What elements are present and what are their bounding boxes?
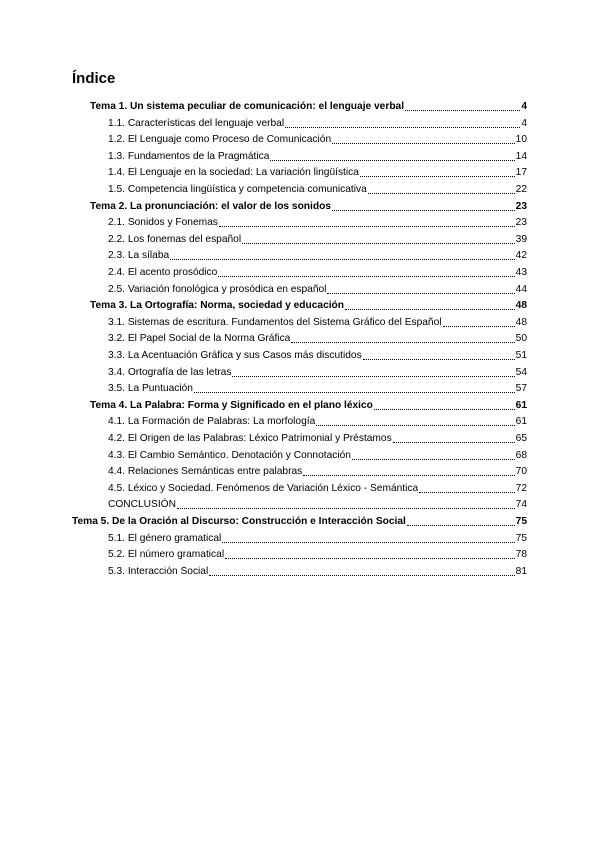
toc-chapter-entry[interactable] (90, 199, 527, 215)
toc-page-number: 39 (515, 233, 527, 245)
toc-page-number: 68 (515, 449, 527, 461)
toc-dot-leader (242, 232, 515, 244)
toc-dot-leader (170, 248, 514, 260)
toc-entry-label: 4.5. Léxico y Sociedad. Fenómenos de Variación Léxico - Semántica (108, 482, 419, 494)
toc-entry-label: 1.2. El Lenguaje como Proceso de Comunicación (108, 134, 332, 146)
toc-dot-leader (405, 99, 520, 111)
toc-subentry[interactable] (108, 265, 527, 281)
toc-dot-leader (332, 132, 515, 144)
toc-dot-leader (332, 199, 515, 211)
toc-entry-label: 2.3. La sílaba (108, 250, 170, 262)
toc-dot-leader (419, 481, 515, 493)
toc-subentry[interactable] (108, 448, 527, 464)
toc-page-number: 43 (515, 267, 527, 278)
toc-entry-label: 3.3. La Acentuación Gráfica y sus Casos más discutidos (108, 350, 362, 361)
toc-dot-leader (218, 265, 514, 277)
toc-chapter-entry[interactable] (90, 99, 527, 115)
toc-page-number: 4 (521, 117, 527, 129)
toc-page-number: 42 (515, 250, 527, 262)
toc-entry-label: Tema 1. Un sistema peculiar de comunicación: el lenguaje verbal (90, 101, 405, 112)
toc-subentry[interactable] (108, 182, 527, 198)
toc-entry-label: 5.2. El número gramatical (108, 549, 225, 561)
toc-dot-leader (345, 298, 515, 310)
toc-subentry[interactable] (108, 381, 527, 397)
toc-subentry[interactable] (108, 331, 527, 347)
toc-dot-leader (360, 165, 515, 177)
toc-subentry[interactable] (108, 531, 527, 547)
toc-page-number: 75 (515, 532, 527, 544)
toc-entry-label: Tema 3. La Ortografía: Norma, sociedad y educación (90, 300, 345, 312)
toc-page-number: 61 (515, 416, 527, 428)
toc-page-number: 75 (515, 516, 527, 527)
toc-entry-label: 5.1. El género gramatical (108, 532, 222, 544)
toc-page-number: 22 (515, 184, 527, 195)
toc-entry-label: 1.3. Fundamentos de la Pragmática (108, 150, 270, 162)
toc-subentry[interactable] (108, 497, 527, 513)
toc-page-number: 72 (515, 482, 527, 494)
toc-entry-label: 2.4. El acento prosódico (108, 267, 218, 278)
toc-subentry[interactable] (108, 464, 527, 480)
toc-chapter-entry[interactable] (90, 398, 527, 414)
toc-dot-leader (363, 348, 515, 360)
toc-subentry[interactable] (108, 232, 527, 248)
toc-entry-label: 3.4. Ortografía de las letras (108, 366, 232, 378)
toc-page-number: 57 (515, 383, 527, 395)
toc-entry-label: 4.1. La Formación de Palabras: La morfología (108, 416, 316, 428)
toc-entry-label: 4.2. El Origen de las Palabras: Léxico Patrimonial y Préstamos (108, 433, 392, 444)
toc-dot-leader (393, 431, 515, 443)
toc-chapter-entry[interactable] (90, 298, 527, 314)
toc-entry-label: 2.5. Variación fonológica y prosódica en español (108, 283, 327, 295)
toc-dot-leader (327, 282, 514, 294)
toc-subentry[interactable] (108, 132, 527, 148)
toc-page-number: 74 (515, 499, 527, 511)
toc-subentry[interactable] (108, 315, 527, 331)
toc-dot-leader (219, 215, 515, 227)
toc-entry-label: CONCLUSIÓN (108, 499, 176, 511)
toc-subentry[interactable] (108, 165, 527, 181)
toc-page-number: 23 (515, 217, 527, 229)
toc-dot-leader (352, 448, 515, 460)
toc-page-number: 50 (515, 333, 527, 345)
toc-subentry[interactable] (108, 149, 527, 165)
toc-entry-label: Tema 2. La pronunciación: el valor de los sonidos (90, 200, 331, 212)
toc-subentry[interactable] (108, 431, 527, 447)
toc-dot-leader (374, 398, 515, 410)
toc-entry-label: 3.5. La Puntuación (108, 383, 193, 395)
toc-dot-leader (222, 531, 514, 543)
toc-page-number: 51 (515, 350, 527, 361)
toc-entry-label: 2.2. Los fonemas del español (108, 233, 242, 245)
toc-page-number: 81 (515, 565, 527, 577)
toc-subentry[interactable] (108, 365, 527, 381)
toc-dot-leader (209, 564, 514, 576)
toc-subentry[interactable] (108, 481, 527, 497)
toc-entry-label: 1.5. Competencia lingüística y competencia comunicativa (108, 184, 367, 195)
toc-page-number: 70 (515, 466, 527, 478)
toc-subentry[interactable] (108, 547, 527, 563)
toc-page-number: 61 (515, 399, 527, 411)
toc-dot-leader (368, 182, 515, 194)
toc-page-number: 48 (515, 316, 527, 328)
toc-entry-label: 4.4. Relaciones Semánticas entre palabras (108, 466, 303, 478)
toc-entry-label: Tema 5. De la Oración al Discurso: Construcción e Interacción Social (72, 516, 406, 527)
toc-entry-label: 3.2. El Papel Social de la Norma Gráfica (108, 333, 291, 345)
toc-page-number: 54 (515, 366, 527, 378)
toc-page-number: 10 (515, 134, 527, 146)
toc-subentry[interactable] (108, 564, 527, 580)
toc-dot-leader (232, 365, 514, 377)
toc-page-number: 44 (515, 283, 527, 295)
toc-dot-leader (194, 381, 515, 393)
page-title: Índice (72, 70, 116, 87)
toc-entry-label: 1.1. Características del lenguaje verbal (108, 117, 285, 129)
toc-subentry[interactable] (108, 116, 527, 132)
toc-entry-label: 3.1. Sistemas de escritura. Fundamentos del Sistema Gráfico del Español (108, 316, 442, 328)
toc-subentry[interactable] (108, 348, 527, 364)
toc-dot-leader (270, 149, 514, 161)
toc-dot-leader (407, 514, 515, 526)
toc-dot-leader (443, 315, 515, 327)
toc-subentry[interactable] (108, 282, 527, 298)
toc-subentry[interactable] (108, 215, 527, 231)
toc-page-number: 23 (515, 200, 527, 212)
toc-dot-leader (225, 547, 515, 559)
toc-dot-leader (177, 497, 515, 509)
toc-page-number: 78 (515, 549, 527, 561)
toc-dot-leader (285, 116, 520, 128)
toc-entry-label: 4.3. El Cambio Semántico. Denotación y Connotación (108, 449, 351, 461)
toc-chapter-entry[interactable] (72, 514, 527, 530)
toc-entry-label: 1.4. El Lenguaje en la sociedad: La variación lingüística (108, 167, 359, 179)
toc-page-number: 48 (515, 300, 527, 312)
toc-dot-leader (316, 414, 514, 426)
toc-page-number: 65 (515, 433, 527, 444)
toc-page-number: 4 (521, 101, 527, 112)
toc-entry-label: 5.3. Interacción Social (108, 565, 209, 577)
toc-subentry[interactable] (108, 248, 527, 264)
toc-entry-label: Tema 4. La Palabra: Forma y Significado en el plano léxico (90, 399, 373, 411)
toc-page-number: 17 (515, 167, 527, 179)
toc-dot-leader (291, 331, 514, 343)
toc-subentry[interactable] (108, 414, 527, 430)
toc-page-number: 14 (515, 150, 527, 162)
toc-entry-label: 2.1. Sonidos y Fonemas (108, 217, 218, 229)
toc-dot-leader (303, 464, 514, 476)
